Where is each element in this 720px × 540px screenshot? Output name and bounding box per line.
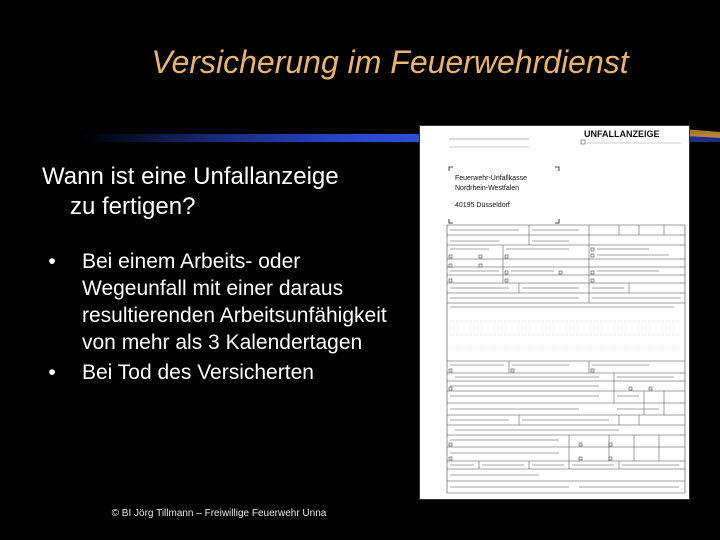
slide-title: Versicherung im Feuerwehrdienst (151, 44, 629, 80)
form-address-line-2: Nordrhein-Westfalen (455, 185, 520, 192)
bullet-item (42, 359, 402, 386)
bullet-list (42, 248, 402, 389)
bullet-text: Bei einem Arbeits- oder Wegeunfall mit einer daraus resultierenden Arbeitsunfähigkeit von mehr als 3 Kalendertagen (82, 250, 387, 354)
question-text (42, 162, 402, 222)
footer-credit: © BI Jörg Tillmann – Freiwillige Feuerwehr Unna (111, 508, 327, 519)
bullet-item (42, 248, 402, 356)
bullet-marker: • (48, 361, 56, 384)
form-address-line-3: 40195 Düsseldorf (455, 202, 510, 209)
question-line-2: zu fertigen? (70, 193, 196, 220)
form-address-line-1: Feuerwehr-Unfallkasse (455, 175, 527, 182)
question-line-1: Wann ist eine Unfallanzeige (42, 163, 339, 190)
bullet-text: Bei Tod des Versicherten (82, 361, 314, 384)
bullet-marker: • (48, 250, 56, 273)
unfallanzeige-form-image (419, 125, 690, 500)
form-heading: UNFALLANZEIGE (584, 129, 660, 139)
